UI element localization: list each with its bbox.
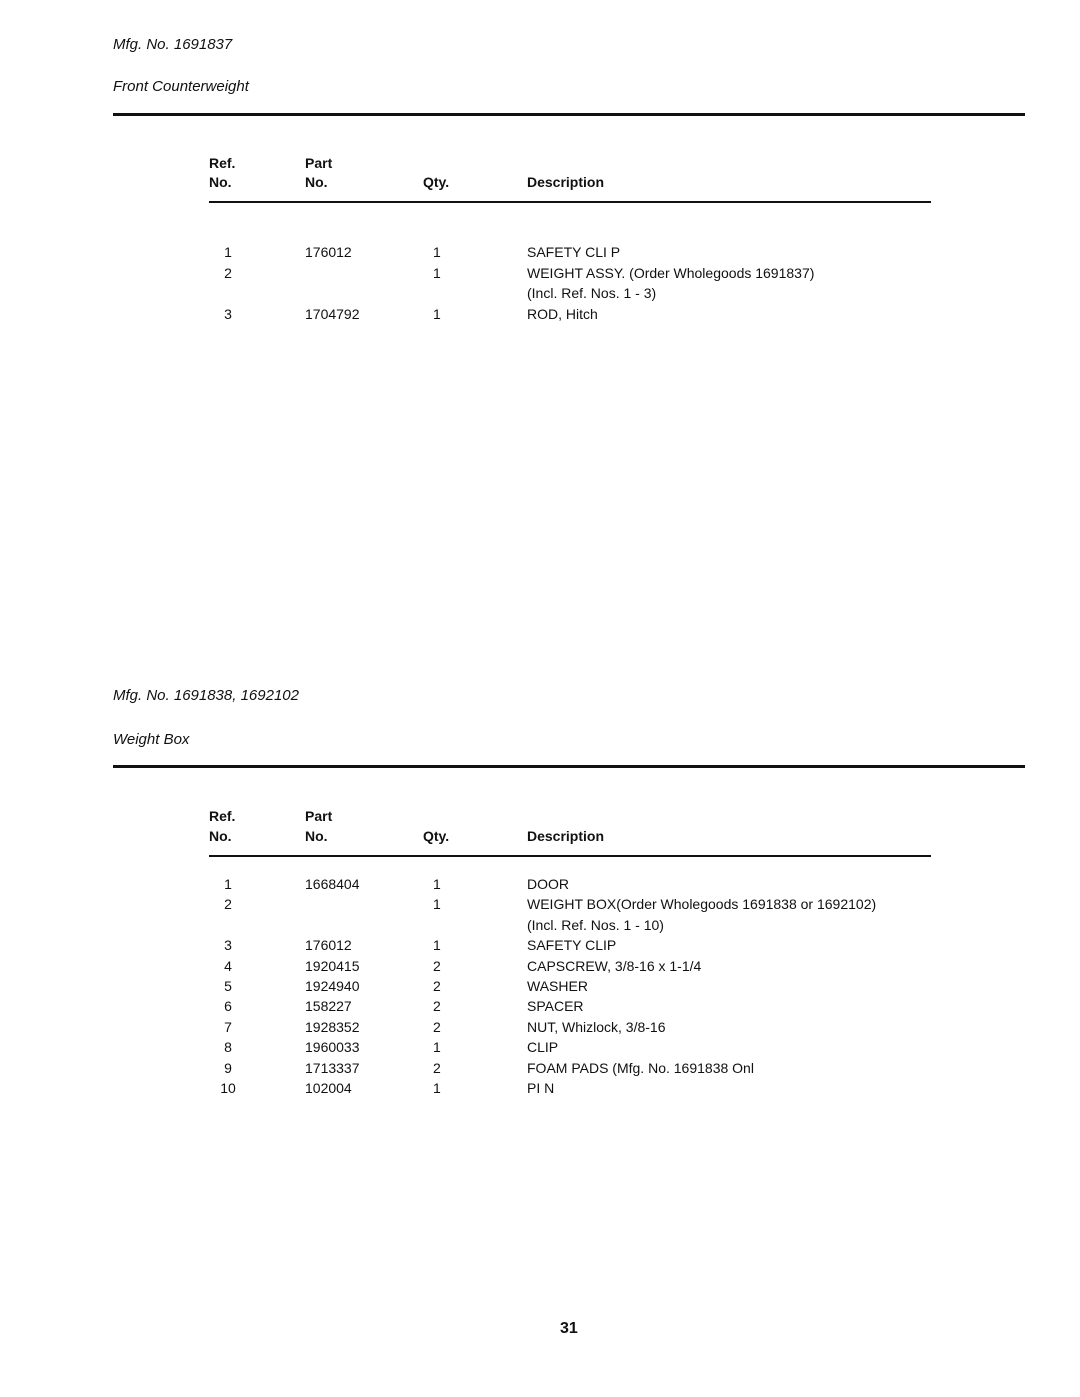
description-cell: CAPSCREW, 3/8-16 x 1-1/4	[527, 957, 702, 974]
description-cell: WEIGHT BOX(Order Wholegoods 1691838 or 1692102)	[527, 896, 877, 913]
col-header-ref-1: Ref.	[209, 808, 236, 824]
description-cell-continued: (Incl. Ref. Nos. 1 - 10)	[527, 916, 664, 933]
ref-no-cell: 1	[224, 244, 232, 260]
ref-no-cell: 2	[224, 264, 232, 281]
qty-cell: 1	[433, 937, 441, 954]
col-header-qty: Qty.	[423, 174, 450, 190]
description-cell: ROD, Hitch	[527, 305, 598, 322]
qty-cell: 2	[433, 957, 441, 974]
section-title: Weight Box	[113, 731, 190, 748]
part-no-cell: 1704792	[305, 305, 360, 322]
col-header-qty: Qty.	[423, 828, 450, 844]
description-cell: SPACER	[527, 998, 584, 1015]
part-no-cell: 158227	[305, 998, 352, 1015]
ref-no-cell: 4	[224, 957, 232, 974]
section-title: Front Counterweight	[113, 78, 249, 95]
description-cell: FOAM PADS (Mfg. No. 1691838 Onl	[527, 1059, 754, 1076]
col-header-ref-2: No.	[209, 828, 232, 844]
part-no-cell: 1928352	[305, 1018, 360, 1035]
part-no-cell: 1920415	[305, 957, 360, 974]
part-no-cell: 1713337	[305, 1059, 360, 1076]
part-no-cell: 176012	[305, 244, 352, 260]
qty-cell: 2	[433, 998, 441, 1015]
qty-cell: 1	[433, 1039, 441, 1056]
description-cell: WEIGHT ASSY. (Order Wholegoods 1691837)	[527, 264, 815, 281]
part-no-cell: 102004	[305, 1080, 352, 1096]
col-header-part-2: No.	[305, 174, 328, 190]
qty-cell: 1	[433, 1080, 441, 1096]
ref-no-cell: 7	[224, 1018, 232, 1035]
ref-no-cell: 2	[224, 896, 232, 913]
col-header-ref-2: No.	[209, 174, 232, 190]
part-no-cell: 1668404	[305, 876, 360, 892]
qty-cell: 1	[433, 896, 441, 913]
part-no-cell: 176012	[305, 937, 352, 954]
mfg-number: Mfg. No. 1691838, 1692102	[113, 687, 299, 704]
ref-no-cell: 6	[224, 998, 232, 1015]
col-header-description: Description	[527, 828, 605, 844]
description-cell: CLIP	[527, 1039, 559, 1056]
description-cell: NUT, Whizlock, 3/8-16	[527, 1018, 666, 1035]
ref-no-cell: 8	[224, 1039, 232, 1056]
ref-no-cell: 3	[224, 937, 232, 954]
qty-cell: 1	[433, 244, 441, 260]
qty-cell: 2	[433, 1059, 441, 1076]
ref-no-cell: 9	[224, 1059, 232, 1076]
qty-cell: 1	[433, 264, 441, 281]
qty-cell: 1	[433, 305, 441, 322]
qty-cell: 2	[433, 978, 441, 994]
description-cell: SAFETY CLIP	[527, 937, 617, 954]
description-cell-continued: (Incl. Ref. Nos. 1 - 3)	[527, 285, 657, 301]
mfg-number: Mfg. No. 1691837	[113, 36, 233, 53]
ref-no-cell: 1	[224, 876, 232, 892]
part-no-cell: 1960033	[305, 1039, 360, 1056]
description-cell: DOOR	[527, 876, 569, 892]
col-header-ref-1: Ref.	[209, 155, 236, 171]
description-cell: SAFETY CLI P	[527, 244, 621, 260]
ref-no-cell: 3	[224, 305, 232, 322]
col-header-part-2: No.	[305, 828, 328, 844]
ref-no-cell: 10	[220, 1080, 236, 1096]
qty-cell: 1	[433, 876, 441, 892]
description-cell: PI N	[527, 1080, 555, 1096]
ref-no-cell: 5	[224, 978, 232, 994]
qty-cell: 2	[433, 1018, 441, 1035]
section-divider	[113, 113, 1025, 116]
header-divider	[209, 855, 931, 857]
part-no-cell: 1924940	[305, 978, 360, 994]
page-number: 31	[560, 1320, 578, 1337]
col-header-part-1: Part	[305, 155, 333, 171]
col-header-description: Description	[527, 174, 605, 190]
section-divider	[113, 765, 1025, 768]
col-header-part-1: Part	[305, 808, 333, 824]
header-divider	[209, 201, 931, 203]
description-cell: WASHER	[527, 978, 588, 994]
